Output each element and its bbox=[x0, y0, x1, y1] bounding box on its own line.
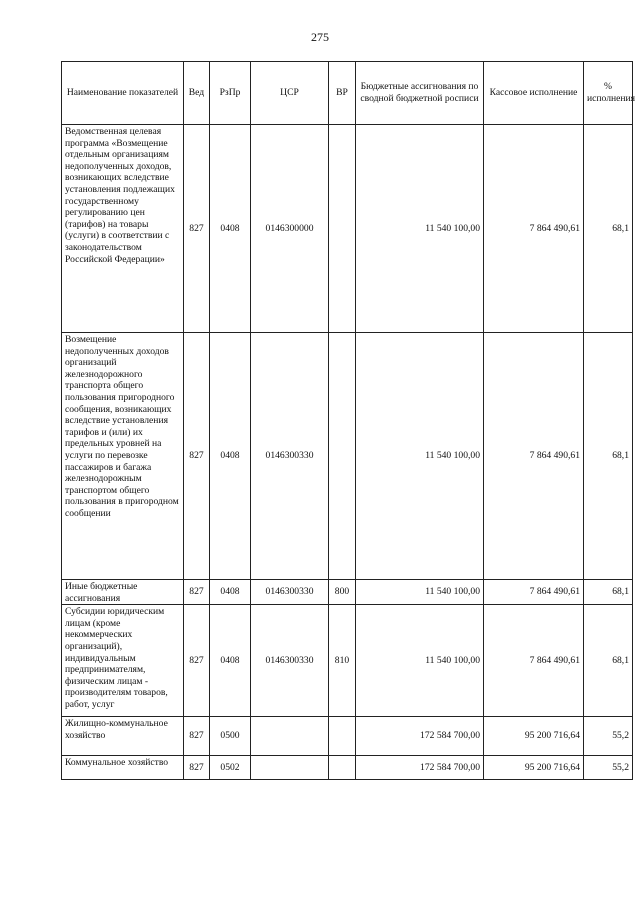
row-assignments: 172 584 700,00 bbox=[356, 756, 484, 780]
row-execution-percent: 55,2 bbox=[584, 717, 633, 756]
row-execution-percent: 68,1 bbox=[584, 605, 633, 717]
row-vr bbox=[329, 333, 356, 580]
row-ved: 827 bbox=[184, 756, 210, 780]
header-ved: Вед bbox=[184, 62, 210, 125]
row-rzpr: 0408 bbox=[210, 605, 251, 717]
row-csr: 0146300330 bbox=[251, 605, 329, 717]
row-execution-percent: 68,1 bbox=[584, 333, 633, 580]
row-csr: 0146300330 bbox=[251, 333, 329, 580]
row-assignments: 172 584 700,00 bbox=[356, 717, 484, 756]
row-csr: 0146300330 bbox=[251, 580, 329, 605]
row-csr: 0146300000 bbox=[251, 125, 329, 333]
row-name: Субсидии юридическим лицам (кроме некоммерческих организаций), индивидуальным предпринимателям, физическим лицам - производителям товаров, работ, услуг bbox=[62, 605, 184, 717]
header-cash-execution: Кассовое исполнение bbox=[484, 62, 584, 125]
row-execution-percent: 68,1 bbox=[584, 580, 633, 605]
row-assignments: 11 540 100,00 bbox=[356, 333, 484, 580]
row-rzpr: 0408 bbox=[210, 580, 251, 605]
row-cash-execution: 7 864 490,61 bbox=[484, 333, 584, 580]
header-assignments: Бюджетные ассигнования по сводной бюджетной росписи bbox=[356, 62, 484, 125]
header-csr: ЦСР bbox=[251, 62, 329, 125]
row-cash-execution: 7 864 490,61 bbox=[484, 605, 584, 717]
row-name: Жилищно-коммунальное хозяйство bbox=[62, 717, 184, 756]
row-execution-percent: 55,2 bbox=[584, 756, 633, 780]
table-row bbox=[62, 580, 633, 605]
table-row bbox=[62, 756, 633, 780]
row-name: Возмещение недополученных доходов организаций железнодорожного транспорта общего пользования пригородного сообщения, возникающих вследствие установления тарифов и (или) их предельных уровней на услуги по перевозке пассажиров и багажа железнодорожным транспортом общего пользования в пригородном сообщении bbox=[62, 333, 184, 580]
row-ved: 827 bbox=[184, 125, 210, 333]
table-row bbox=[62, 125, 633, 333]
header-vr: ВР bbox=[329, 62, 356, 125]
page-number: 275 bbox=[311, 30, 329, 44]
row-ved: 827 bbox=[184, 717, 210, 756]
row-assignments: 11 540 100,00 bbox=[356, 605, 484, 717]
row-vr bbox=[329, 717, 356, 756]
row-rzpr: 0408 bbox=[210, 125, 251, 333]
row-cash-execution: 95 200 716,64 bbox=[484, 756, 584, 780]
row-ved: 827 bbox=[184, 580, 210, 605]
header-execution-percent: % исполнения bbox=[584, 62, 633, 125]
row-cash-execution: 95 200 716,64 bbox=[484, 717, 584, 756]
row-name: Иные бюджетные ассигнования bbox=[62, 580, 184, 605]
header-rzpr: РзПр bbox=[210, 62, 251, 125]
table-row bbox=[62, 717, 633, 756]
header-name: Наименование показателей bbox=[62, 62, 184, 125]
row-csr bbox=[251, 717, 329, 756]
table-header-row bbox=[62, 62, 633, 125]
table-row bbox=[62, 605, 633, 717]
row-execution-percent: 68,1 bbox=[584, 125, 633, 333]
row-rzpr: 0502 bbox=[210, 756, 251, 780]
row-ved: 827 bbox=[184, 333, 210, 580]
row-name: Коммунальное хозяйство bbox=[62, 756, 184, 780]
row-cash-execution: 7 864 490,61 bbox=[484, 580, 584, 605]
row-csr bbox=[251, 756, 329, 780]
row-assignments: 11 540 100,00 bbox=[356, 125, 484, 333]
row-name: Ведомственная целевая программа «Возмещение отдельным организациям недополученных доходов, возникающих вследствие установления подлежащих государственному регулированию цен (тарифов) на товары (услуги) в соответствии с законодательством Российской Федерации» bbox=[62, 125, 184, 333]
row-ved: 827 bbox=[184, 605, 210, 717]
row-rzpr: 0500 bbox=[210, 717, 251, 756]
row-cash-execution: 7 864 490,61 bbox=[484, 125, 584, 333]
budget-execution-table bbox=[61, 61, 636, 780]
row-vr: 810 bbox=[329, 605, 356, 717]
row-vr bbox=[329, 125, 356, 333]
row-vr: 800 bbox=[329, 580, 356, 605]
table-row bbox=[62, 333, 633, 580]
row-rzpr: 0408 bbox=[210, 333, 251, 580]
row-vr bbox=[329, 756, 356, 780]
row-assignments: 11 540 100,00 bbox=[356, 580, 484, 605]
